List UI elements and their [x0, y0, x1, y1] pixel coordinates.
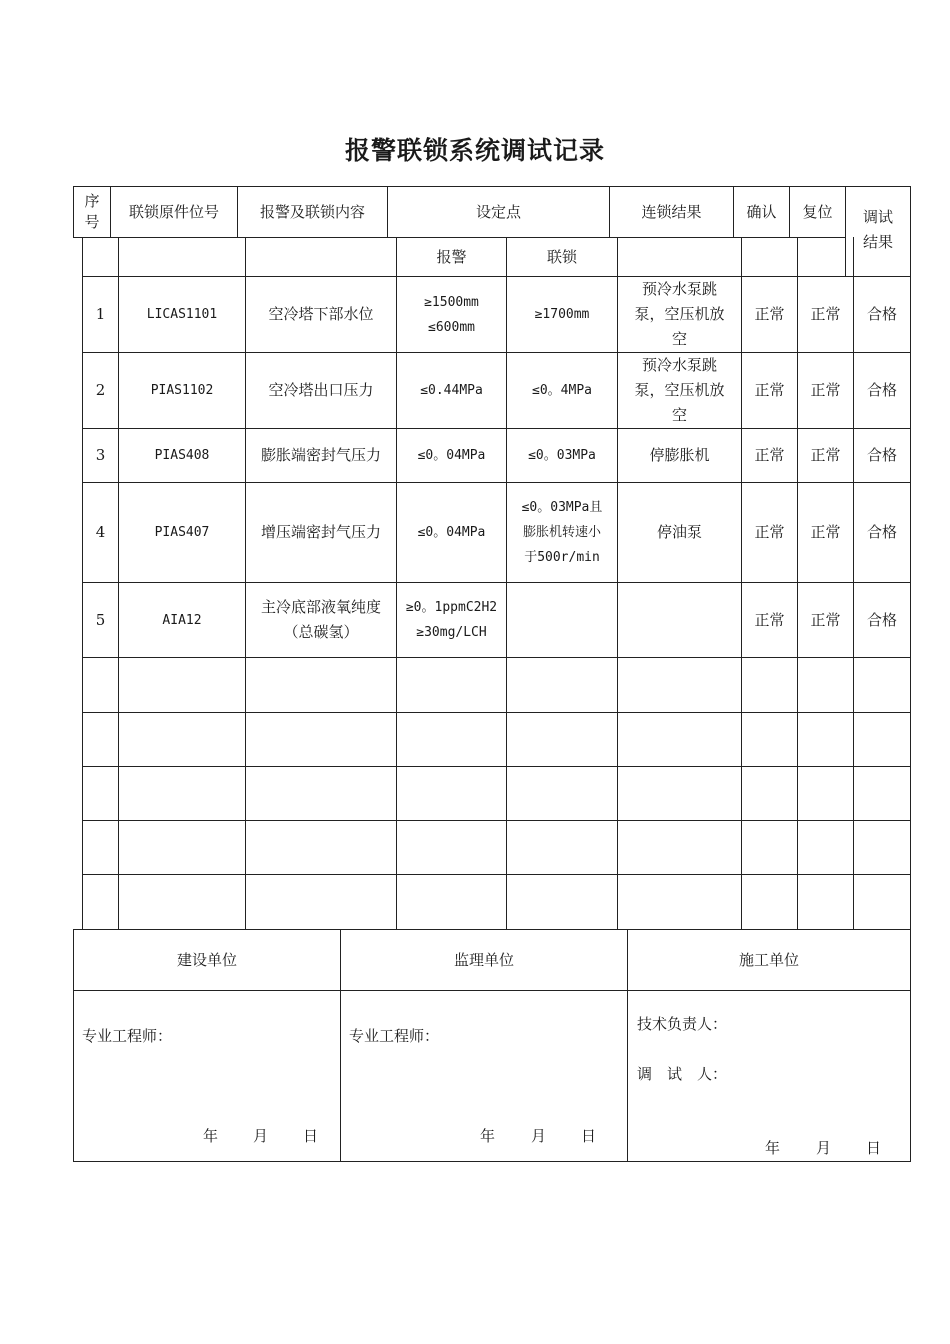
row-tag: PIAS1102	[150, 383, 214, 398]
row-debug: 合格	[866, 381, 897, 399]
row-content: 增压端密封气压力	[260, 523, 381, 541]
row-result: 停膨胀机	[649, 446, 710, 464]
footer-construct-unit: 施工单位	[738, 950, 799, 969]
row-tag: LICAS1101	[146, 307, 218, 322]
footer-engineer-2: 专业工程师：	[349, 1027, 440, 1045]
month-label: 月	[253, 1127, 269, 1145]
row-tag: PIAS408	[154, 448, 210, 463]
row-result: 预冷水泵跳泵，空压机放空	[634, 356, 725, 424]
row-result	[618, 583, 741, 657]
header-content: 报警及联锁内容	[259, 202, 365, 221]
row-interlock: ≥1700mm	[534, 307, 590, 322]
row-confirm: 正常	[754, 523, 785, 541]
row-reset: 正常	[810, 446, 841, 464]
row-interlock: ≤0。4MPa	[532, 383, 592, 398]
row-interlock	[507, 583, 617, 657]
row-seq: 4	[95, 523, 106, 541]
row-seq: 1	[95, 305, 106, 323]
row-alarm: ≤0.44MPa	[420, 383, 483, 398]
row-alarm: ≤0。04MPa	[417, 525, 486, 540]
page-title: 报警联锁系统调试记录	[344, 136, 605, 165]
row-seq: 2	[95, 381, 106, 399]
month-label: 月	[816, 1139, 832, 1157]
year-label: 年	[765, 1139, 781, 1157]
row-alarm: ≥0。1ppmC2H2 ≥30mg/LCH	[405, 600, 498, 640]
row-seq: 5	[95, 610, 106, 629]
header-seq: 序号	[84, 192, 100, 231]
footer-debugger: 调 试 人：	[637, 1065, 728, 1083]
row-result: 停油泵	[656, 523, 702, 541]
row-debug: 合格	[866, 610, 897, 629]
row-content: 空冷塔下部水位	[268, 305, 374, 323]
row-reset: 正常	[810, 381, 841, 399]
day-label: 日	[581, 1127, 597, 1145]
footer-supervise-unit: 监理单位	[453, 950, 514, 969]
row-interlock: ≤0。03MPa且膨胀机转速小于500r/min	[521, 500, 603, 565]
day-label: 日	[303, 1127, 319, 1145]
row-reset: 正常	[810, 610, 841, 629]
footer-build-unit: 建设单位	[176, 950, 237, 969]
row-confirm: 正常	[754, 381, 785, 399]
row-result: 预冷水泵跳泵，空压机放空	[634, 280, 725, 348]
row-debug: 合格	[866, 446, 897, 464]
year-label: 年	[480, 1127, 496, 1145]
row-content: 主冷底部液氧纯度（总碳氢）	[260, 598, 381, 641]
day-label: 日	[866, 1139, 882, 1157]
footer-tech-lead: 技术负责人：	[637, 1015, 728, 1033]
footer-engineer-1: 专业工程师：	[82, 1027, 173, 1045]
header-reset: 复位	[802, 202, 833, 221]
row-confirm: 正常	[754, 305, 785, 323]
row-debug: 合格	[866, 523, 897, 541]
row-tag: PIAS407	[154, 525, 210, 540]
header-element: 联锁原件位号	[128, 202, 219, 221]
row-reset: 正常	[810, 523, 841, 541]
row-content: 膨胀端密封气压力	[260, 446, 381, 464]
row-tag: AIA12	[162, 612, 202, 628]
row-interlock: ≤0。03MPa	[528, 448, 596, 463]
row-alarm: ≤0。04MPa	[417, 448, 486, 463]
year-label: 年	[203, 1127, 219, 1145]
row-confirm: 正常	[754, 610, 785, 629]
header-setpoint: 设定点	[475, 202, 521, 221]
header-interlock: 联锁	[546, 247, 577, 266]
row-reset: 正常	[810, 305, 841, 323]
row-seq: 3	[95, 446, 106, 464]
row-content: 空冷塔出口压力	[268, 381, 374, 399]
month-label: 月	[531, 1127, 547, 1145]
header-result: 连锁结果	[641, 202, 702, 221]
header-confirm: 确认	[746, 202, 777, 221]
row-alarm: ≥1500mm ≤600mm	[424, 294, 479, 335]
header-debug: 调试结果	[862, 208, 893, 251]
header-alarm: 报警	[436, 247, 467, 266]
row-debug: 合格	[866, 305, 897, 323]
row-confirm: 正常	[754, 446, 785, 464]
